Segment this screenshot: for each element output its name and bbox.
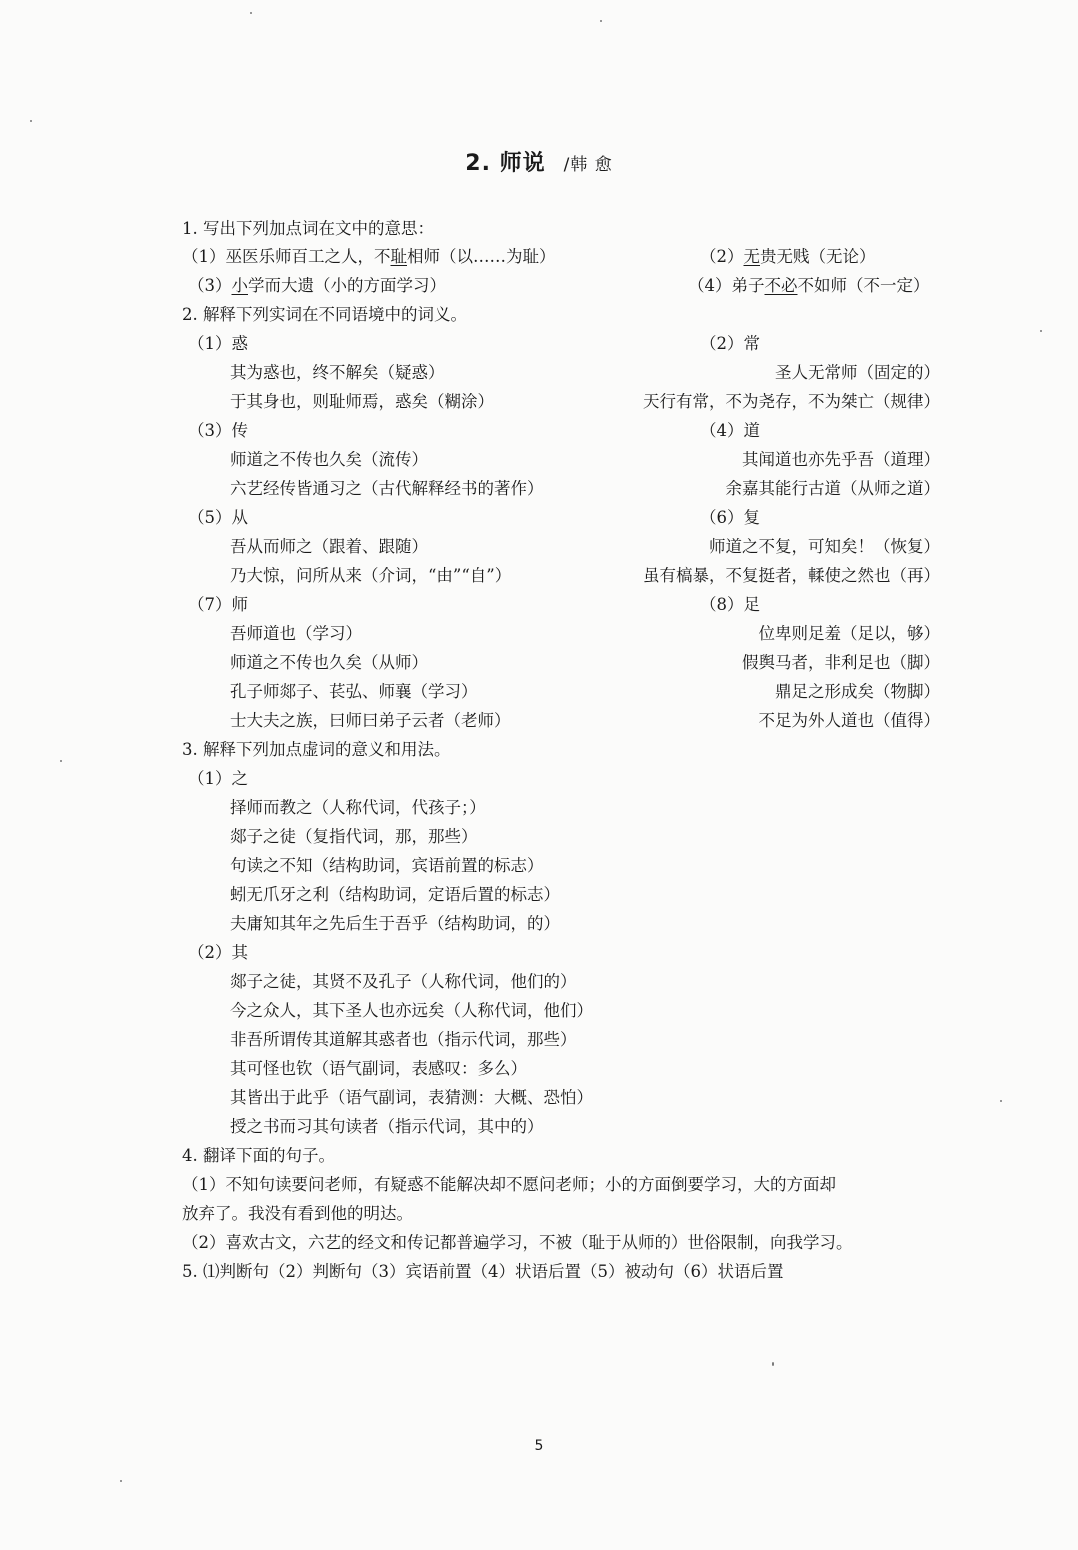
scan-speck <box>772 1362 774 1366</box>
q3-g1-item: 句读之不知（结构助词，宾语前置的标志） <box>230 856 544 875</box>
q2-g7-item: 士大夫之族，曰师曰弟子云者（老师） <box>230 711 511 730</box>
q2-g6-label: （6）复 <box>700 508 760 527</box>
q2-g7-item: 吾师道也（学习） <box>230 624 362 643</box>
q2-g6-item: 虽有槁暴，不复挺者，輮使之然也（再） <box>643 566 940 585</box>
q2-g8-item: 假舆马者，非利足也（脚） <box>742 653 940 672</box>
scan-speck <box>120 1480 122 1482</box>
title-main: 2. 师说 <box>465 151 546 176</box>
q5-answer: 5. ⑴判断句（2）判断句（3）宾语前置（4）状语后置（5）被动句（6）状语后置 <box>182 1262 784 1281</box>
q4-answer-1: （1）不知句读要问老师，有疑惑不能解决却不愿问老师；小的方面倒要学习，大的方面却 <box>182 1175 836 1194</box>
q2-g3-label: （3）传 <box>188 421 248 440</box>
q2-g7-label: （7）师 <box>188 595 248 614</box>
scan-speck <box>600 20 602 22</box>
q3-g2-item: 非吾所谓传其道解其惑者也（指示代词，那些） <box>230 1030 577 1049</box>
q3-g2-item: 郯子之徒，其贤不及孔子（人称代词，他们的） <box>230 972 577 991</box>
q3-heading: 3. 解释下列加点虚词的意义和用法。 <box>182 740 451 759</box>
q1-item-2: （2）无贵无贱（无论） <box>700 247 876 266</box>
q3-g2-label: （2）其 <box>188 943 248 962</box>
q2-g5-item: 吾从而师之（跟着、跟随） <box>230 537 428 556</box>
q2-g7-item: 师道之不传也久矣（从师） <box>230 653 428 672</box>
q2-g8-label: （8）足 <box>700 595 760 614</box>
q1-item-3: （3）小学而大遗（小的方面学习） <box>188 276 446 295</box>
q3-g2-item: 其皆出于此乎（语气副词，表猜测：大概、恐怕） <box>230 1088 593 1107</box>
q1-item-4: （4）弟子不必不如师（不一定） <box>688 276 930 295</box>
q4-answer-2: （2）喜欢古文，六艺的经文和传记都普遍学习，不被（耻于从师的）世俗限制，向我学习。 <box>182 1233 853 1252</box>
q2-g8-item: 不足为外人道也（值得） <box>758 711 940 730</box>
q2-g4-item: 其闻道也亦先乎吾（道理） <box>742 450 940 469</box>
q2-g2-label: （2）常 <box>700 334 760 353</box>
q1-heading: 1. 写出下列加点词在文中的意思： <box>182 219 434 238</box>
q3-g1-item: 郯子之徒（复指代词，那，那些） <box>230 827 478 846</box>
q2-g3-item: 六艺经传皆通习之（古代解释经书的著作） <box>230 479 544 498</box>
scan-speck <box>60 760 62 762</box>
q2-g7-item: 孔子师郯子、苌弘、师襄（学习） <box>230 682 478 701</box>
q2-g2-item: 天行有常，不为尧存，不为桀亡（规律） <box>643 392 940 411</box>
q1-item-1: （1）巫医乐师百工之人，不耻相师（以……为耻） <box>182 247 556 266</box>
q2-g2-item: 圣人无常师（固定的） <box>775 363 940 382</box>
scan-speck <box>30 120 32 122</box>
q4-answer-1-cont: 放弃了。我没有看到他的明达。 <box>182 1204 413 1223</box>
title-author: /韩 愈 <box>563 155 613 175</box>
q2-g1-item: 于其身也，则耻师焉，惑矣（糊涂） <box>230 392 494 411</box>
page-number: 5 <box>534 1438 544 1454</box>
page-title <box>0 146 1078 177</box>
q4-heading: 4. 翻译下面的句子。 <box>182 1146 335 1165</box>
q2-g3-item: 师道之不传也久矣（流传） <box>230 450 428 469</box>
q2-g1-label: （1）惑 <box>188 334 248 353</box>
q3-g2-item: 授之书而习其句读者（指示代词，其中的） <box>230 1117 544 1136</box>
q2-g1-item: 其为惑也，终不解矣（疑惑） <box>230 363 445 382</box>
q2-g4-label: （4）道 <box>700 421 760 440</box>
scan-speck <box>1040 330 1042 332</box>
q2-g4-item: 余嘉其能行古道（从师之道） <box>725 479 940 498</box>
q2-g8-item: 位卑则足羞（足以，够） <box>758 624 940 643</box>
q3-g1-label: （1）之 <box>188 769 248 788</box>
q3-g1-item: 蚓无爪牙之利（结构助词，定语后置的标志） <box>230 885 560 904</box>
scan-speck <box>1000 1100 1002 1102</box>
q3-g1-item: 夫庸知其年之先后生于吾乎（结构助词，的） <box>230 914 560 933</box>
q2-g6-item: 师道之不复，可知矣！（恢复） <box>709 537 940 556</box>
q2-g5-item: 乃大惊，问所从来（介词，“由”“自”） <box>230 566 512 585</box>
scan-speck <box>250 12 252 14</box>
q2-heading: 2. 解释下列实词在不同语境中的词义。 <box>182 305 467 324</box>
q2-g5-label: （5）从 <box>188 508 248 527</box>
q3-g2-item: 今之众人，其下圣人也亦远矣（人称代词，他们） <box>230 1001 593 1020</box>
q3-g1-item: 择师而教之（人称代词，代孩子；） <box>230 798 486 817</box>
q2-g8-item: 鼎足之形成矣（物脚） <box>775 682 940 701</box>
q3-g2-item: 其可怪也钦（语气副词，表感叹：多么） <box>230 1059 527 1078</box>
